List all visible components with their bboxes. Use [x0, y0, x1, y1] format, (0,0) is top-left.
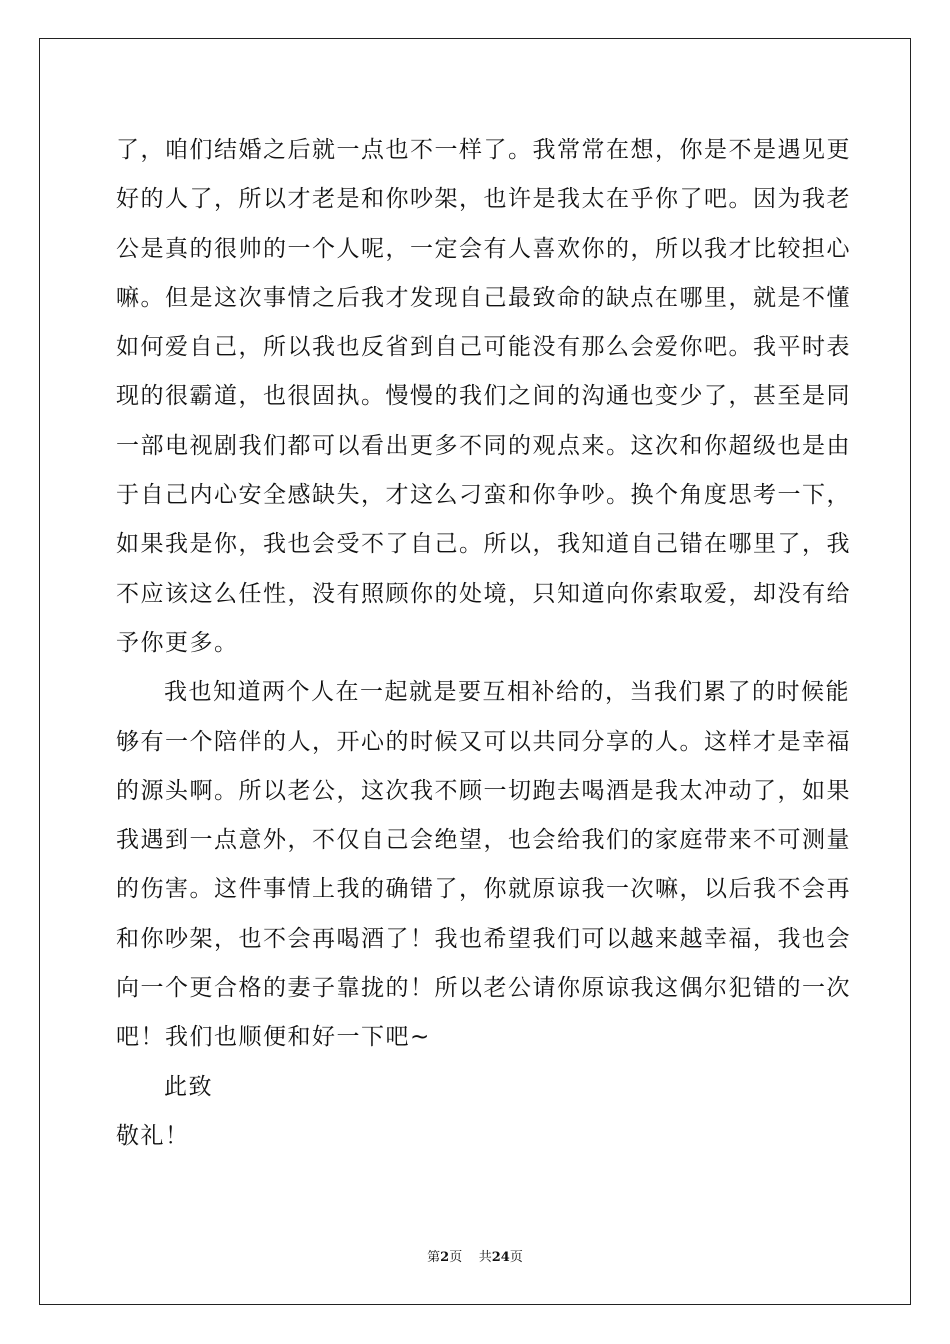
- text-line: 的源头啊。所以老公，这次我不顾一切跑去喝酒是我太冲动了，如果: [116, 777, 851, 804]
- page-number: 2: [440, 1250, 450, 1265]
- text-line: 我遇到一点意外，不仅自己会绝望，也会给我们的家庭带来不可测量: [116, 827, 851, 854]
- closing-regards: 敬礼！: [116, 1122, 190, 1149]
- text-line: 一部电视剧我们都可以看出更多不同的观点来。这次和你超级也是由: [116, 432, 851, 459]
- text-line: 够有一个陪伴的人，开心的时候又可以共同分享的人。这样才是幸福: [116, 728, 851, 755]
- paragraph-start-line: 我也知道两个人在一起就是要互相补给的，当我们累了的时候能: [164, 679, 850, 706]
- text-line: 公是真的很帅的一个人呢，一定会有人喜欢你的，所以我才比较担心: [116, 235, 851, 262]
- page-footer: [0, 1246, 950, 1265]
- total-prefix: 共: [478, 1250, 492, 1265]
- text-line: 吧！我们也顺便和好一下吧~: [116, 1024, 431, 1051]
- page-suffix: 页: [449, 1250, 463, 1265]
- text-line: 嘛。但是这次事情之后我才发现自己最致命的缺点在哪里，就是不懂: [116, 284, 851, 311]
- text-line: 的伤害。这件事情上我的确错了，你就原谅我一次嘛，以后我不会再: [116, 876, 851, 903]
- text-line: 如果我是你，我也会受不了自己。所以，我知道自己错在哪里了，我: [116, 531, 851, 558]
- text-line: 现的很霸道，也很固执。慢慢的我们之间的沟通也变少了，甚至是同: [116, 383, 851, 410]
- text-line: 了，咱们结婚之后就一点也不一样了。我常常在想，你是不是遇见更: [116, 137, 851, 163]
- page-prefix: 第: [427, 1250, 441, 1265]
- text-line: 和你吵架，也不会再喝酒了！我也希望我们可以越来越幸福，我也会: [116, 925, 851, 952]
- text-line: 予你更多。: [116, 629, 239, 656]
- closing-salutation: 此致: [164, 1073, 213, 1100]
- text-line: 向一个更合格的妻子靠拢的！所以老公请你原谅我这偶尔犯错的一次: [116, 975, 851, 1002]
- text-line: 不应该这么任性，没有照顾你的处境，只知道向你索取爱，却没有给: [116, 580, 851, 607]
- total-suffix: 页: [509, 1250, 523, 1265]
- total-pages: 24: [491, 1250, 510, 1265]
- text-line: 好的人了，所以才老是和你吵架，也许是我太在乎你了吧。因为我老: [116, 186, 851, 213]
- text-line: 如何爱自己，所以我也反省到自己可能没有那么会爱你吧。我平时表: [116, 334, 851, 361]
- letter-body: [116, 126, 851, 1161]
- text-line: 于自己内心安全感缺失，才这么刁蛮和你争吵。换个角度思考一下，: [116, 482, 851, 509]
